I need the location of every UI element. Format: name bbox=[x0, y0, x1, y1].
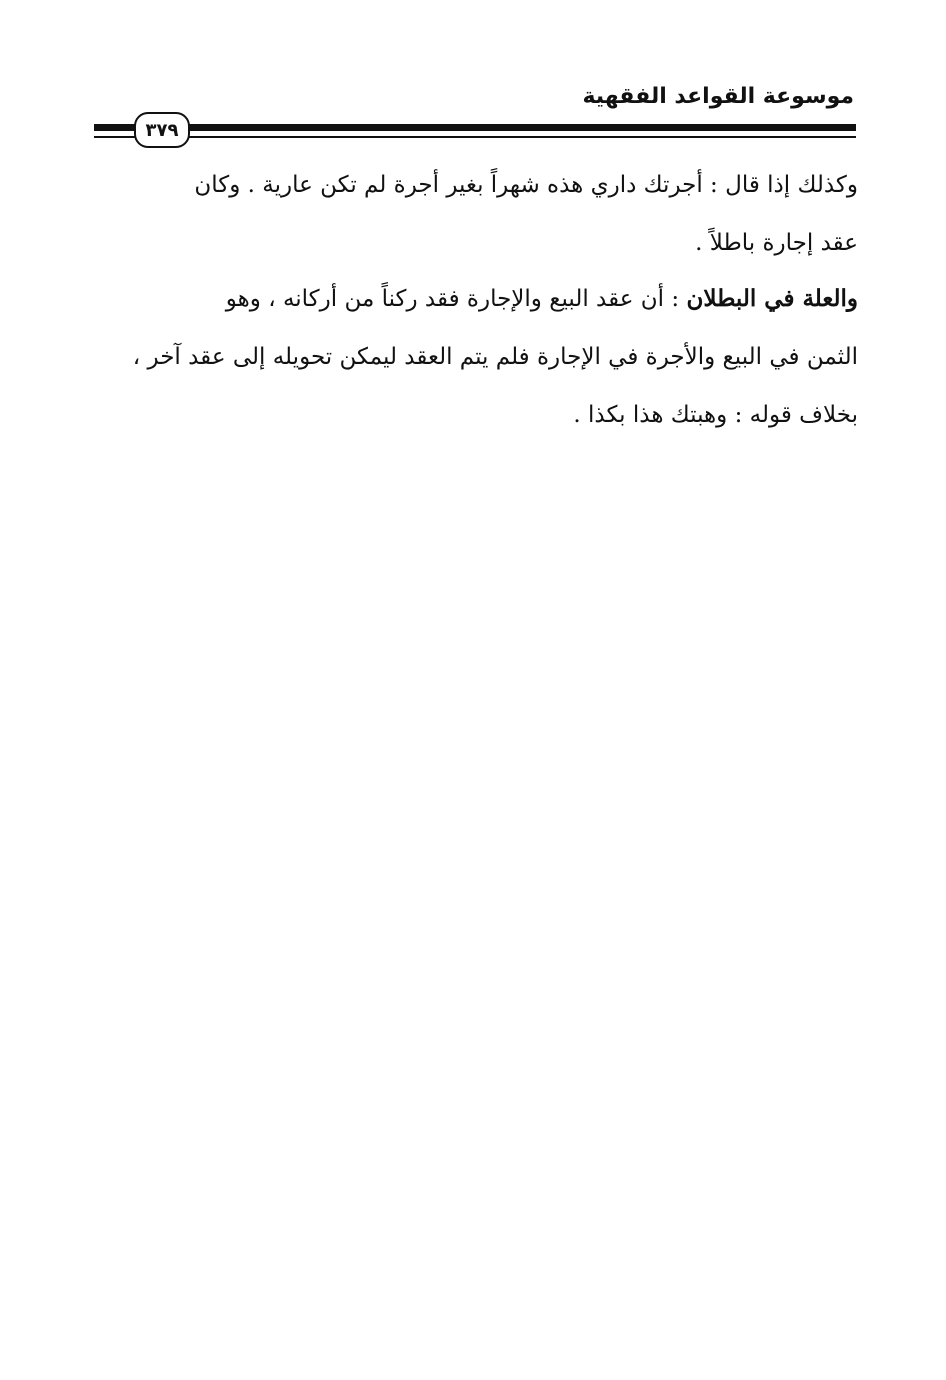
paragraph-1 bbox=[92, 156, 858, 272]
header-rule-thin bbox=[94, 136, 856, 138]
paragraph-2-line-1-text: : أن عقد البيع والإجارة فقد ركناً من أركانه ، وهو bbox=[225, 286, 687, 312]
header-rule-thick bbox=[94, 124, 856, 131]
running-header-title: موسوعة القواعد الفقهية bbox=[582, 84, 854, 109]
paragraph-1-line-1: وكذلك إذا قال : أجرتك داري هذه شهراً بغير أجرة لم تكن عارية . وكان bbox=[194, 172, 858, 198]
paragraph-2-line-1 bbox=[92, 270, 858, 328]
paragraph-2-line-2: الثمن في البيع والأجرة في الإجارة فلم يتم العقد ليمكن تحويله إلى عقد آخر ، bbox=[132, 344, 858, 370]
paragraph-2-line-3: بخلاف قوله : وهبتك هذا بكذا . bbox=[573, 402, 858, 428]
paragraph-2 bbox=[92, 270, 858, 444]
paragraph-1-line-2: عقد إجارة باطلاً . bbox=[695, 230, 858, 256]
page-number bbox=[134, 112, 190, 148]
page-number-label: ٣٧٩ bbox=[145, 119, 179, 141]
paragraph-2-lead: والعلة في البطلان bbox=[686, 285, 858, 312]
